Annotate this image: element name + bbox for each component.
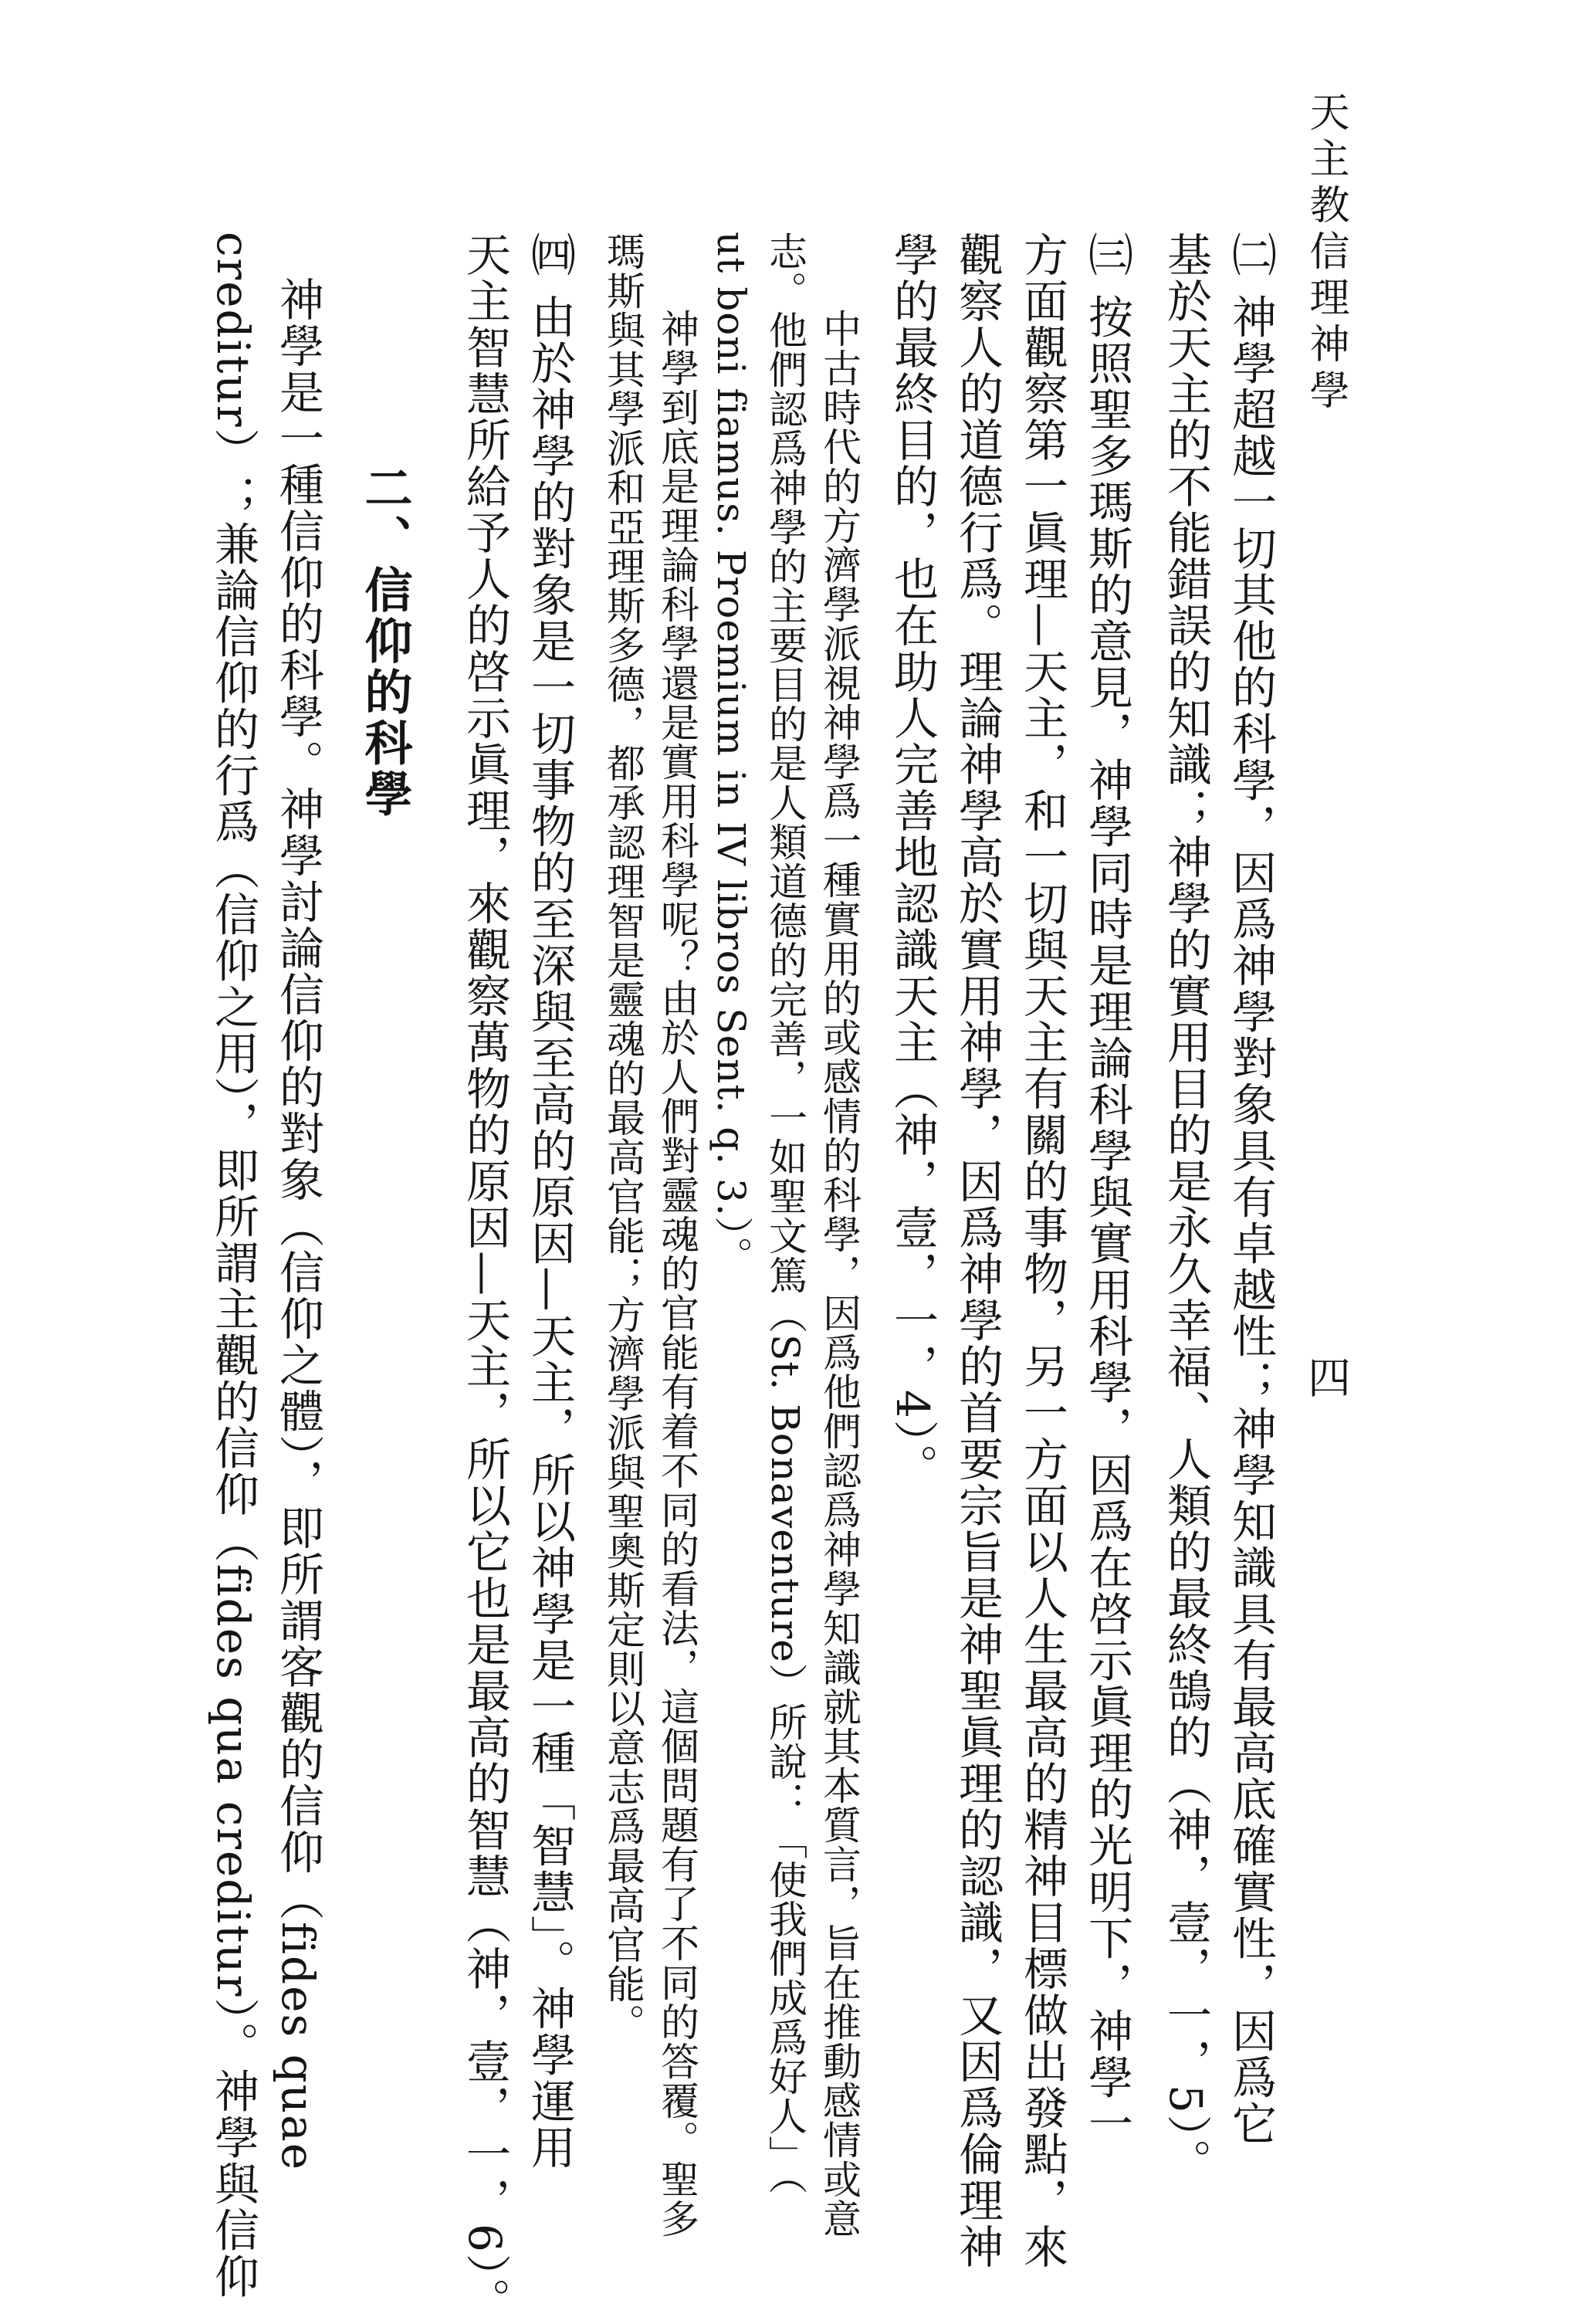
note-2-line-2: 瑪斯與其學派和亞理斯多德，都承認理智是靈魂的最高官能；方濟學派與聖奧斯定則以意志爲最高官能。	[601, 232, 645, 2043]
body-text	[207, 232, 1283, 2324]
paragraph-4-line-2: 天主智慧所給予人的啓示眞理，來觀察萬物的原因—天主，所以它也是最高的智慧（神，壹，一，6）。	[459, 232, 511, 2324]
paragraph-2-line-2: 基於天主的不能錯誤的知識；神學的實用目的是永久幸福、人類的最終鵠的（神，壹，一，5）。	[1160, 232, 1212, 2185]
note-1-line-1: 中古時代的方濟學派視神學爲一種實用的或感情的科學，因爲他們認爲神學知識就其本質言，旨在推動感情或意	[817, 309, 862, 2238]
note-1-line-3: ut boni fiamus. Proemium in IV libros Sent. q. 3.）。	[709, 232, 753, 1276]
paragraph-2-line-1: ㈡ 神學超越一切其他的科學，因爲神學對象具有卓越性；神學知識具有最高底確實性，因爲它	[1224, 232, 1277, 2147]
paragraph-3-line-4: 學的最終目的，也在助人完善地認識天主（神，壹，一，4）。	[886, 232, 939, 1490]
running-title: 天主教信理神學	[1302, 91, 1349, 415]
note-1-line-2: 志。他們認爲神學的主要目的是人類道德的完善，一如聖文篤（St. Bonaventure）所說：「使我們成爲好人」（	[763, 232, 807, 2195]
page-number: 四	[1301, 1355, 1351, 1398]
paragraph-5-line-2: creditur）；兼論信仰的行爲（信仰之用），即所謂主觀的信仰（fides qua creditur）。神學與信仰	[207, 232, 259, 2300]
paragraph-5-line-1: 神學是一種信仰的科學。神學討論信仰的對象（信仰之體），即所謂客觀的信仰（fides quae	[272, 276, 324, 2172]
paragraph-3-line-3: 觀察人的道德行爲。理論神學高於實用神學，因爲神學的首要宗旨是神聖眞理的認識，又因爲倫理神	[951, 232, 1004, 2270]
paragraph-3-line-1: ㈢ 按照聖多瑪斯的意見，神學同時是理論科學與實用科學，因爲在啓示眞理的光明下，神學一	[1081, 232, 1133, 2147]
section-heading: 二、信仰的科學	[357, 463, 413, 820]
note-2-line-1: 神學到底是理論科學還是實用科學呢？由於人們對靈魂的官能有着不同的看法，這個問題有了不同的答覆。聖多	[655, 309, 699, 2238]
paragraph-4-line-1: ㈣ 由於神學的對象是一切事物的至深與至高的原因—天主，所以神學是一種「智慧」。神學運用	[523, 232, 576, 2171]
paragraph-3-line-2: 方面觀察第一眞理—天主，和一切與天主有關的事物，另一方面以人生最高的精神目標做出發點，來	[1016, 232, 1068, 2270]
